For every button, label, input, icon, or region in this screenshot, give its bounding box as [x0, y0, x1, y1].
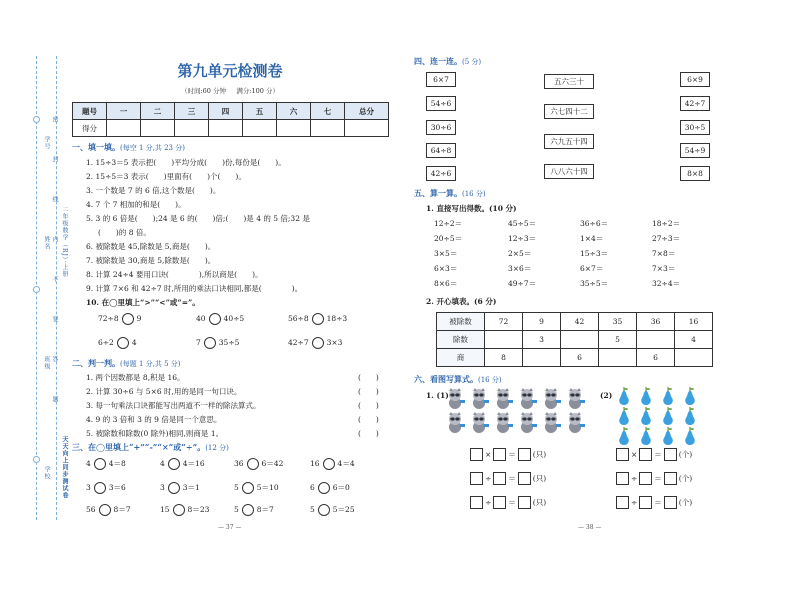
raccoon-icon [521, 412, 537, 433]
operand: 3＝1 [182, 483, 200, 492]
match-left-item[interactable]: 6×7 [426, 72, 456, 87]
brand-label: 天天向上同步测试卷 [61, 436, 68, 499]
calc-item: 27÷3＝ [652, 234, 681, 243]
score-input[interactable] [175, 120, 209, 137]
calc-item: 12÷3＝ [508, 234, 537, 243]
raccoon-icon [497, 412, 513, 433]
subquestion: 2. 开心填表。(6 分) [426, 297, 497, 306]
cut-line [56, 56, 57, 520]
answer-box[interactable] [664, 496, 677, 509]
section-note: (每题 1 分,共 5 分) [120, 360, 181, 368]
exam-info [120, 86, 340, 95]
answer-box[interactable] [616, 496, 629, 509]
judge-item: 3. 每一句乘法口诀都能写出两道不一样的除法算式。 [86, 401, 261, 410]
row-quotient [437, 349, 713, 367]
operator-item [234, 458, 283, 470]
equation-row: × ＝ (个) [616, 448, 694, 461]
section-1-title [72, 142, 185, 153]
equation-row: × ＝ (只) [470, 448, 548, 461]
operator-item [86, 482, 126, 494]
calc-item: 20÷5＝ [434, 234, 463, 243]
calc-item: 1×4＝ [580, 234, 604, 243]
table-blank[interactable] [637, 331, 675, 349]
operator-circle[interactable] [94, 482, 106, 494]
raccoon-icon [545, 412, 561, 433]
score-input[interactable] [311, 120, 345, 137]
question-line: 10. 在◯里填上“>”“<”或“=”。 [86, 298, 200, 307]
score-input[interactable] [277, 120, 311, 137]
match-left-item[interactable]: 54÷6 [426, 96, 456, 111]
cut-word: 内 [51, 236, 58, 243]
division-table [436, 312, 713, 367]
pear-group [612, 386, 702, 446]
time-limit: （时间:60 分钟 [180, 87, 226, 95]
match-middle-item[interactable]: 八八六十四 [544, 164, 594, 179]
answer-box[interactable] [493, 448, 506, 461]
answer-bracket[interactable]: ( ) [358, 387, 379, 396]
match-right-item[interactable]: 54÷9 [680, 143, 710, 158]
score-cell: 四 [209, 103, 243, 120]
operator-circle[interactable] [242, 482, 254, 494]
punch-hole [33, 286, 40, 293]
operand: 3 [86, 483, 91, 492]
punch-hole [33, 116, 40, 123]
match-right-item[interactable]: 6×9 [680, 72, 710, 87]
operand: 4＝16 [182, 459, 205, 468]
table-cell: 72 [485, 313, 523, 331]
section-note: (16 分) [462, 190, 486, 198]
answer-box[interactable] [518, 472, 531, 485]
score-input[interactable] [107, 120, 141, 137]
cut-word: 题 [51, 396, 58, 403]
binding-strip [30, 56, 68, 520]
score-input[interactable] [345, 120, 389, 137]
grade-label: 二年级数学（RJ）·上册 [61, 206, 68, 278]
raccoon-icon [569, 388, 585, 409]
pear-icon [619, 387, 629, 405]
calc-item: 3×6＝ [508, 264, 532, 273]
answer-bracket[interactable]: ( ) [358, 429, 379, 438]
table-blank[interactable] [523, 349, 561, 367]
calc-item: 32÷4＝ [652, 279, 681, 288]
section-6-title [414, 374, 502, 385]
judge-item: 1. 两个因数都是 8,积是 16。 [86, 373, 185, 382]
page-number-left: — 37 — [218, 524, 242, 531]
pear-icon [685, 407, 695, 425]
cut-word: 不 [51, 276, 58, 283]
match-left-item[interactable]: 30÷6 [426, 120, 456, 135]
score-input[interactable] [243, 120, 277, 137]
section-title-text: 一、填一填。 [72, 142, 120, 152]
operator-circle[interactable] [247, 458, 259, 470]
score-table-row [73, 120, 389, 137]
operator-item [160, 504, 209, 516]
operator-item [86, 504, 131, 516]
section-note: (每空 1 分,共 23 分) [120, 144, 185, 152]
calc-item: 12÷2＝ [434, 219, 463, 228]
calc-item: 18÷2＝ [652, 219, 681, 228]
question-line: 1. 15÷3＝5 表示把( )平均分成( )份,每份是( )。 [86, 158, 286, 167]
pear-icon [663, 387, 673, 405]
unit-label: (个) [678, 450, 693, 459]
operator-item [160, 458, 205, 470]
pear-icon [685, 387, 695, 405]
page-number-right: — 38 — [578, 524, 602, 531]
section-4-title [414, 56, 481, 67]
expr-left: 56÷8 [288, 314, 309, 323]
answer-box[interactable] [664, 472, 677, 485]
calc-item: 8×6＝ [434, 279, 458, 288]
operator-item [310, 504, 355, 516]
operator-item [86, 458, 126, 470]
operand: 4＝4 [337, 459, 355, 468]
expr-left: 6÷2 [98, 338, 114, 347]
section-title-text: 二、判一判。 [72, 358, 120, 368]
page-title: 第九单元检测卷 [177, 62, 283, 80]
equation-row: ÷ ＝ (个) [616, 496, 694, 509]
answer-box[interactable] [639, 496, 652, 509]
score-cell: 总分 [345, 103, 389, 120]
unit-label: (只) [532, 474, 547, 483]
table-cell: 6 [561, 349, 599, 367]
operator-item [234, 504, 274, 516]
judge-item: 2. 计算 30÷6 与 5×6 时,用的是同一句口诀。 [86, 387, 242, 396]
operand: 4＝8 [108, 459, 126, 468]
cut-word: 密 [51, 116, 58, 123]
score-cell: 题号 [73, 103, 107, 120]
raccoon-icon [497, 388, 513, 409]
raccoon-icon [449, 388, 465, 409]
table-blank[interactable] [675, 349, 713, 367]
operand: 6 [310, 483, 315, 492]
table-cell: 8 [485, 349, 523, 367]
score-cell: 三 [175, 103, 209, 120]
pear-icon [641, 407, 651, 425]
operand: 16 [310, 459, 320, 468]
section-2-title [72, 358, 181, 369]
answer-box[interactable] [616, 448, 629, 461]
answer-bracket[interactable]: ( ) [358, 415, 379, 424]
operand: 8＝7 [256, 505, 274, 514]
raccoon-icon [545, 388, 561, 409]
operand: 36 [234, 459, 244, 468]
label-school: 学校 [43, 466, 50, 480]
raccoon-icon [569, 412, 585, 433]
score-input[interactable] [209, 120, 243, 137]
raccoon-group [444, 386, 590, 436]
operand: 4 [160, 459, 165, 468]
compare-item [288, 337, 342, 349]
answer-box[interactable] [493, 472, 506, 485]
operand: 5＝10 [256, 483, 279, 492]
answer-box[interactable] [639, 472, 652, 485]
row-header: 被除数 [437, 313, 485, 331]
cut-word: 封 [51, 156, 58, 163]
table-blank[interactable] [485, 331, 523, 349]
table-blank[interactable] [561, 331, 599, 349]
table-cell: 16 [675, 313, 713, 331]
calc-item: 6×7＝ [580, 264, 604, 273]
pear-icon [619, 407, 629, 425]
equation-row: ÷ ＝ (个) [616, 472, 694, 485]
operand: 5 [310, 505, 315, 514]
answer-box[interactable] [616, 472, 629, 485]
expr-left: 7 [196, 338, 201, 347]
score-cell: 一 [107, 103, 141, 120]
question-line: ( )的 8 倍。 [98, 228, 151, 237]
operator-circle[interactable] [173, 504, 185, 516]
section-title-text: 三、在◯里填上“+”“-”“×”或“÷”。 [72, 442, 206, 452]
section-note: (16 分) [478, 376, 502, 384]
expr-right: 4 [131, 338, 137, 347]
compare-circle[interactable] [312, 313, 324, 325]
operator-item [310, 458, 355, 470]
operator-circle[interactable] [168, 482, 180, 494]
calc-item: 36÷6＝ [580, 219, 609, 228]
operand: 8＝7 [113, 505, 131, 514]
operator-item [234, 482, 279, 494]
question-line: 7. 被除数是 30,商是 5,除数是( )。 [86, 256, 216, 265]
raccoon-icon [473, 388, 489, 409]
unit-label: (只) [532, 450, 547, 459]
compare-circle[interactable] [312, 337, 324, 349]
raccoon-icon [521, 388, 537, 409]
section-note: (12 分) [205, 444, 229, 452]
match-middle-item[interactable]: 五六三十 [544, 74, 594, 89]
unit-label: (个) [678, 474, 693, 483]
operator-circle[interactable] [323, 458, 335, 470]
answer-box[interactable] [470, 496, 483, 509]
score-cell: 六 [277, 103, 311, 120]
compare-item [98, 337, 137, 349]
calc-item: 49÷7＝ [508, 279, 537, 288]
answer-box[interactable] [664, 448, 677, 461]
punch-hole [33, 456, 40, 463]
section-title-text: 六、看图写算式。 [414, 374, 478, 384]
subquestion: 1. 直接写出得数。(10 分) [426, 204, 517, 213]
answer-box[interactable] [639, 448, 652, 461]
match-left-item[interactable]: 64÷8 [426, 143, 456, 158]
operand: 5 [234, 483, 239, 492]
compare-item [196, 337, 239, 349]
compare-item [196, 313, 244, 325]
table-cell: 9 [523, 313, 561, 331]
operand: 6＝42 [261, 459, 284, 468]
compare-circle[interactable] [117, 337, 129, 349]
operator-circle[interactable] [168, 458, 180, 470]
row-header: 除数 [437, 331, 485, 349]
answer-box[interactable] [493, 496, 506, 509]
operator-circle[interactable] [242, 504, 254, 516]
calc-item: 7×3＝ [652, 264, 676, 273]
match-middle-item[interactable]: 六九五十四 [544, 134, 594, 149]
pear-icon [641, 387, 651, 405]
score-cell: 七 [311, 103, 345, 120]
calc-item: 2×5＝ [508, 249, 532, 258]
operator-circle[interactable] [94, 458, 106, 470]
expr-right: 9 [136, 314, 142, 323]
unit-label: (只) [532, 498, 547, 507]
score-cell: 得分 [73, 120, 107, 137]
answer-bracket[interactable]: ( ) [358, 373, 379, 382]
calc-item: 35÷5＝ [580, 279, 609, 288]
section-3-title [72, 442, 229, 453]
operand: 5＝25 [332, 505, 355, 514]
operator-circle[interactable] [99, 504, 111, 516]
label-name: 姓名 [43, 236, 50, 250]
label-class: 班级 [43, 356, 50, 370]
row-divisor [437, 331, 713, 349]
table-cell: 42 [561, 313, 599, 331]
question-line: 8. 计算 24÷4 要用口诀( ),所以商是( )。 [86, 270, 263, 279]
raccoon-icon [473, 412, 489, 433]
table-blank[interactable] [599, 349, 637, 367]
equation-row: ÷ ＝ (只) [470, 496, 548, 509]
answer-box[interactable] [470, 472, 483, 485]
row-dividend [437, 313, 713, 331]
cut-word: 答 [51, 356, 58, 363]
calc-item: 15÷3＝ [580, 249, 609, 258]
expr-right: 18÷3 [326, 314, 348, 323]
compare-item [98, 313, 141, 325]
question-line: 4. 7 个 7 相加的和是( )。 [86, 200, 186, 209]
operand: 8＝23 [187, 505, 210, 514]
question-line: 3. 一个数是 7 的 6 倍,这个数是( )。 [86, 186, 221, 195]
expr-right: 3×3 [326, 338, 343, 347]
section-title-text: 五、算一算。 [414, 188, 462, 198]
unit-label: (个) [678, 498, 693, 507]
score-table-header [73, 103, 389, 120]
match-right-item[interactable]: 30÷5 [680, 120, 710, 135]
picture-question-1-label: 1. (1) [426, 391, 449, 400]
question-line: 6. 被除数是 45,除数是 5,商是( )。 [86, 242, 216, 251]
calc-item: 6×3＝ [434, 264, 458, 273]
operand: 6＝0 [332, 483, 350, 492]
pear-icon [663, 407, 673, 425]
full-score: 满分:100 分） [236, 87, 280, 95]
compare-circle[interactable] [204, 337, 216, 349]
calc-item: 7×8＝ [652, 249, 676, 258]
table-cell: 5 [599, 331, 637, 349]
label-student-id: 学号 [43, 136, 50, 150]
operand: 15 [160, 505, 170, 514]
operand: 5 [234, 505, 239, 514]
score-table [72, 102, 389, 137]
score-cell: 二 [141, 103, 175, 120]
table-cell: 36 [637, 313, 675, 331]
answer-box[interactable] [470, 448, 483, 461]
section-5-title [414, 188, 486, 199]
compare-circle[interactable] [209, 313, 221, 325]
equation-row: ÷ ＝ (只) [470, 472, 548, 485]
section-title-text: 四、连一连。 [414, 56, 462, 66]
row-header: 商 [437, 349, 485, 367]
table-cell: 6 [637, 349, 675, 367]
pear-icon [663, 427, 673, 445]
pear-icon [619, 427, 629, 445]
operator-circle[interactable] [318, 504, 330, 516]
operand: 3＝6 [108, 483, 126, 492]
cut-word: 线 [51, 196, 58, 203]
answer-box[interactable] [518, 448, 531, 461]
expr-left: 72÷8 [98, 314, 119, 323]
operand: 4 [86, 459, 91, 468]
calc-item: 3×5＝ [434, 249, 458, 258]
expr-right: 40÷5 [223, 314, 245, 323]
pear-icon [641, 427, 651, 445]
table-cell: 4 [675, 331, 713, 349]
question-line: 2. 15÷5＝3 表示( )里面有( )个( )。 [86, 172, 246, 181]
answer-bracket[interactable]: ( ) [358, 401, 379, 410]
calc-item: 45÷5＝ [508, 219, 537, 228]
section-note: (5 分) [462, 58, 482, 66]
answer-box[interactable] [518, 496, 531, 509]
judge-item: 5. 被除数和除数(0 除外)相同,则商是 1。 [86, 429, 224, 438]
operator-item [160, 482, 200, 494]
compare-item [288, 313, 347, 325]
pear-icon [685, 427, 695, 445]
expr-left: 40 [196, 314, 206, 323]
match-right-item[interactable]: 42÷7 [680, 96, 710, 111]
match-left-item[interactable]: 42÷6 [426, 166, 456, 181]
question-line: 9. 计算 7×6 和 42÷7 时,所用的乘法口诀相同,都是( )。 [86, 284, 303, 293]
cut-word: 要 [51, 316, 58, 323]
question-line: 5. 3 的 6 倍是( );24 是 6 的( )倍;( )是 4 的 5 倍;32 是 [86, 214, 310, 223]
operator-circle[interactable] [318, 482, 330, 494]
match-middle-item[interactable]: 六七四十二 [544, 104, 594, 119]
picture-question-2-label: (2) [600, 391, 613, 400]
operand: 56 [86, 505, 96, 514]
table-cell: 3 [523, 331, 561, 349]
score-input[interactable] [141, 120, 175, 137]
operator-item [310, 482, 350, 494]
match-right-item[interactable]: 8×8 [680, 166, 710, 181]
score-cell: 五 [243, 103, 277, 120]
expr-left: 42÷7 [288, 338, 309, 347]
judge-item: 4. 9 的 3 倍和 3 的 9 倍是同一个意思。 [86, 415, 222, 424]
raccoon-icon [449, 412, 465, 433]
operand: 3 [160, 483, 165, 492]
expr-right: 35÷5 [218, 338, 240, 347]
table-cell: 35 [599, 313, 637, 331]
compare-circle[interactable] [122, 313, 134, 325]
